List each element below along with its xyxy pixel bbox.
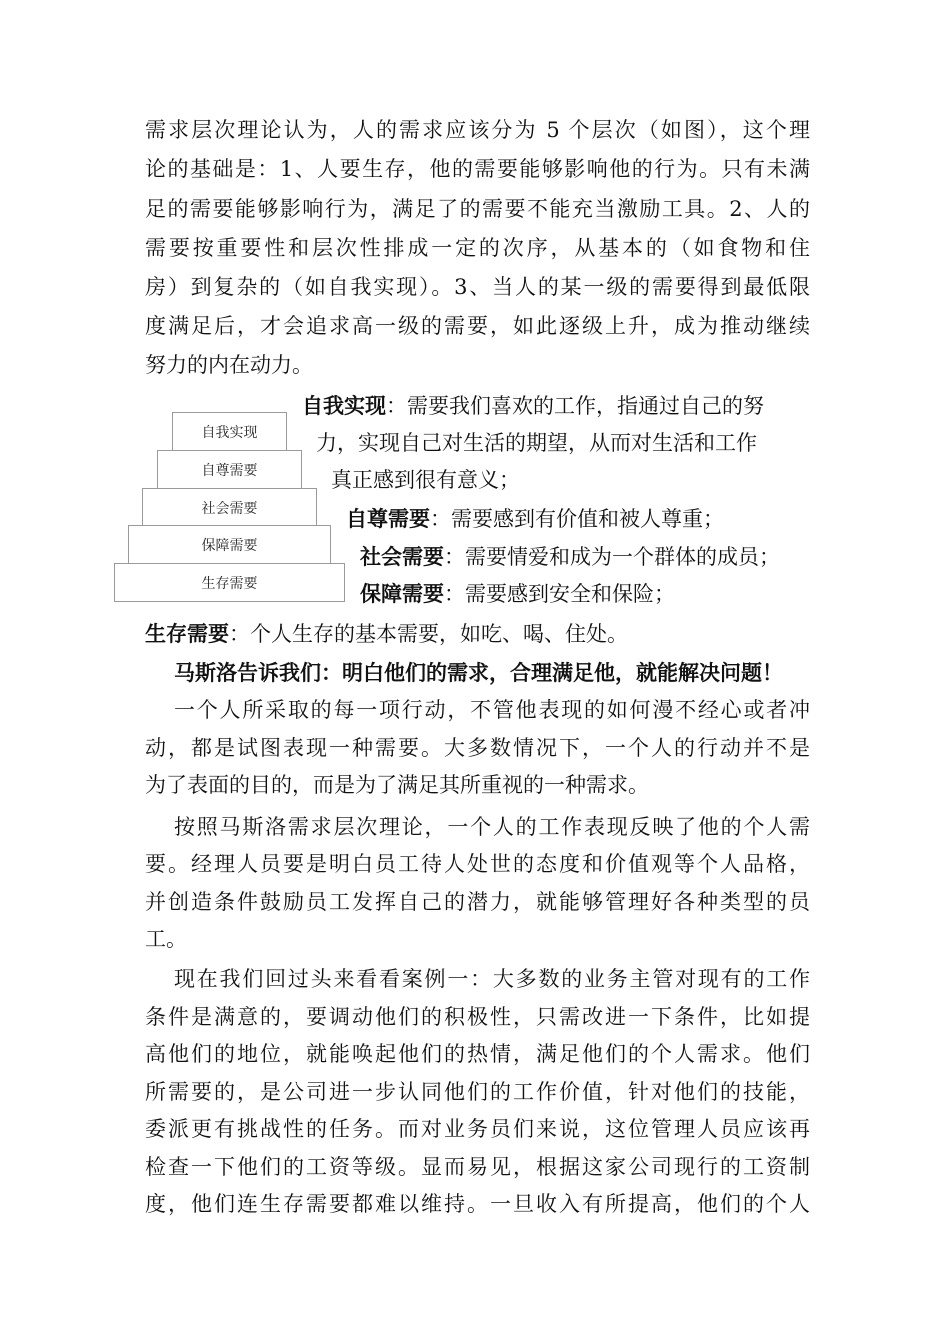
paragraph1-line: 论的基础是：1、人要生存，他的需要能够影响他的行为。只有未满: [145, 157, 810, 181]
paragraph1-line: 度满足后，才会追求高一级的需要，如此逐级上升，成为推动继续: [145, 314, 810, 338]
paragraph4-line: 所需要的，是公司进一步认同他们的工作价值，针对他们的技能，: [145, 1080, 810, 1104]
paragraph4-line: 条件是满意的，要调动他们的积极性，只需改进一下条件，比如提: [145, 1005, 810, 1029]
pyramid-level-safety: 保障需要: [128, 525, 331, 564]
need-term: 生存需要: [145, 621, 229, 646]
need-term: 自我实现: [302, 393, 386, 418]
need-desc: ：需要感到安全和保险；: [444, 582, 675, 606]
need-term: 社会需要: [360, 544, 444, 569]
paragraph3-line: 并创造条件鼓励员工发挥自己的潜力，就能够管理好各种类型的员: [145, 890, 810, 914]
need-desc: ：需要我们喜欢的工作，指通过自己的努: [386, 394, 764, 418]
paragraph1-line: 需求层次理论认为，人的需求应该分为 5 个层次（如图），这个理: [145, 118, 810, 142]
paragraph2-line: 为了表面的目的，而是为了满足其所重视的一种需求。: [145, 773, 649, 797]
need-term: 保障需要: [360, 581, 444, 606]
maslow-quote: 马斯洛告诉我们：明白他们的需求，合理满足他，就能解决问题！: [174, 660, 783, 685]
paragraph1-line: 足的需要能够影响行为，满足了的需要不能充当激励工具。2、人的: [145, 197, 810, 221]
paragraph4-line: 委派更有挑战性的任务。而对业务员们来说，这位管理人员应该再: [145, 1117, 810, 1141]
paragraph3-line: 按照马斯洛需求层次理论，一个人的工作表现反映了他的个人需: [174, 815, 810, 839]
pyramid-level-self-actualization: 自我实现: [172, 412, 287, 451]
paragraph3-line: 工。: [145, 927, 187, 951]
need-desc: ：个人生存的基本需要，如吃、喝、住处。: [229, 622, 628, 646]
pyramid-level-survival: 生存需要: [114, 563, 345, 602]
need-self-actualization-cont: 力，实现自己对生活的期望，从而对生活和工作: [316, 431, 757, 455]
need-esteem: [346, 505, 810, 533]
need-survival: [145, 620, 810, 648]
need-desc: ：需要情爱和成为一个群体的成员；: [444, 545, 780, 569]
need-desc: ：需要感到有价值和被人尊重；: [430, 507, 724, 531]
need-social: [360, 543, 810, 571]
paragraph2-line: 动，都是试图表现一种需要。大多数情况下，一个人的行动并不是: [145, 736, 810, 760]
paragraph1-line: 房）到复杂的（如自我实现）。3、当人的某一级的需要得到最低限: [145, 275, 810, 299]
need-term: 自尊需要: [346, 506, 430, 531]
need-self-actualization: [302, 392, 810, 420]
paragraph3-line: 要。经理人员要是明白员工待人处世的态度和价值观等个人品格，: [145, 852, 810, 876]
paragraph2-line: 一个人所采取的每一项行动，不管他表现的如何漫不经心或者冲: [174, 698, 810, 722]
paragraph1-line: 需要按重要性和层次性排成一定的次序，从基本的（如食物和住: [145, 236, 810, 260]
pyramid-level-social: 社会需要: [142, 488, 317, 527]
paragraph4-line: 度，他们连生存需要都难以维持。一旦收入有所提高，他们的个人: [145, 1192, 810, 1216]
paragraph4-line: 现在我们回过头来看看案例一：大多数的业务主管对现有的工作: [174, 967, 810, 991]
paragraph4-line: 高他们的地位，就能唤起他们的热情，满足他们的个人需求。他们: [145, 1042, 810, 1066]
need-safety: [360, 580, 810, 608]
paragraph4-line: 检查一下他们的工资等级。显而易见，根据这家公司现行的工资制: [145, 1155, 810, 1179]
paragraph1-line: 努力的内在动力。: [145, 353, 313, 377]
pyramid-level-esteem: 自尊需要: [157, 450, 302, 489]
need-self-actualization-cont: 真正感到很有意义；: [331, 468, 520, 492]
